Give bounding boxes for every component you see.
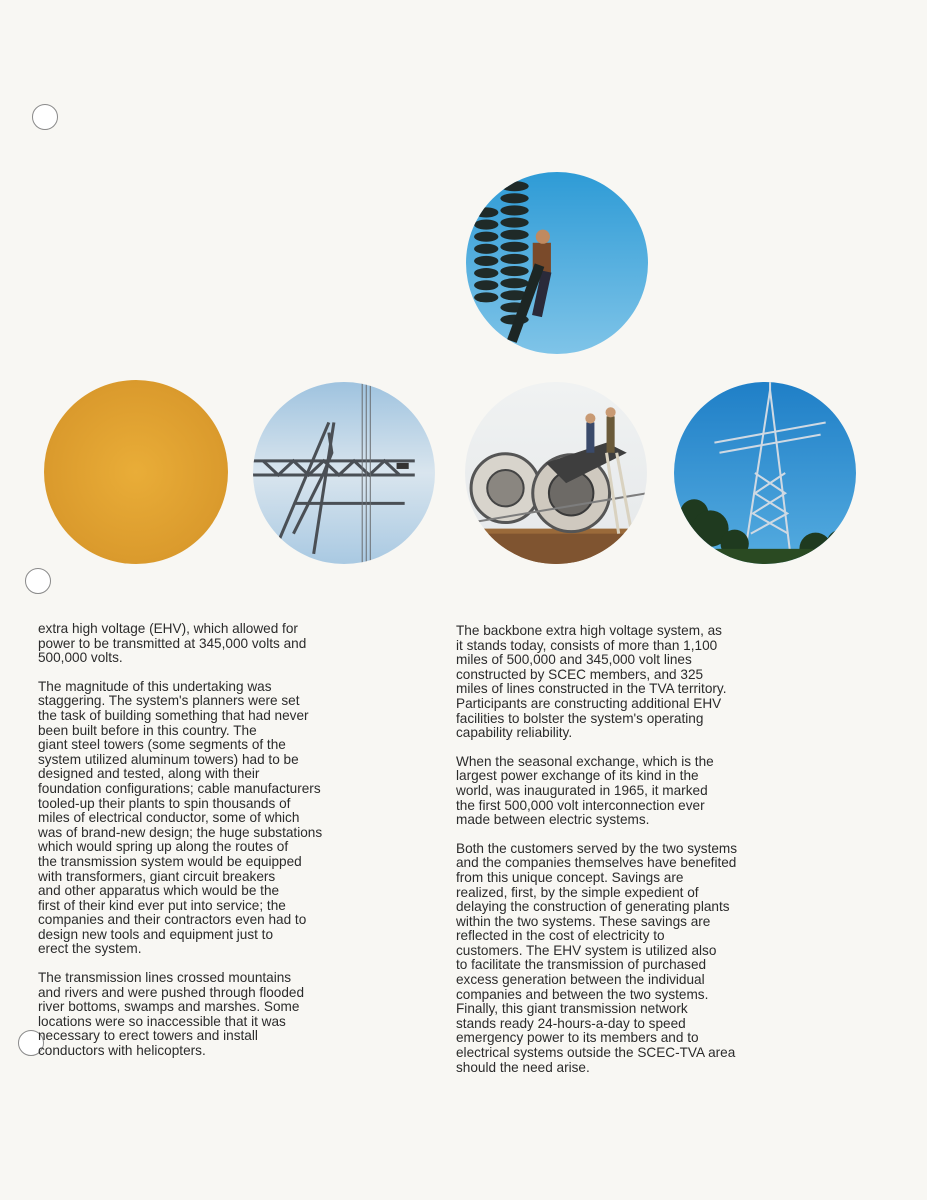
photo-tower-crossarm bbox=[253, 382, 435, 564]
photo-tower-forest bbox=[674, 382, 856, 564]
orange-circle-graphic bbox=[44, 380, 228, 564]
left-paragraph-1: extra high voltage (EHV), which allowed for power to be transmitted at 345,000 volts and 500,000 volts. bbox=[38, 621, 307, 666]
photo-insulator-lineman bbox=[466, 172, 648, 354]
right-paragraph-1: The backbone extra high voltage system, as it stands today, consists of more than 1,100 miles of 500,000 and 345,000 volt lines constructed by SCEC members, and 325 miles of lines constructed in the TVA territory. Participants are constructing additional EHV facilities to bolster the system's operating capability reliability. bbox=[456, 623, 727, 741]
right-paragraph-2: When the seasonal exchange, which is the largest power exchange of its kind in the world, was inaugurated in 1965, it marked the first 500,000 volt interconnection ever made between electric systems. bbox=[456, 753, 714, 828]
punch-hole-middle bbox=[25, 568, 51, 594]
left-paragraph-2: The magnitude of this undertaking was staggering. The system's planners were set the task of building something that had never been built before in this country. The giant steel towers (some segments of the system utilized aluminum towers) had to be designed and tested, along with their foundation configurations; cable manufacturers tooled-up their plants to spin thousands of miles of electrical conductor, some of which was of brand-new design; the huge substations which would spring up along the routes of the transmission system would be equipped with transformers, giant circuit breakers and other apparatus which would be the first of their kind ever put into service; the companies and their contractors even had to design new tools and equipment just to erect the system. bbox=[38, 678, 323, 957]
photo-cable-reel-workers bbox=[465, 382, 647, 564]
right-paragraph-3: Both the customers served by the two systems and the companies themselves have benefited from this unique concept. Savings are realized, first, by the simple expedient of delaying the construction of generating plants within the two systems. These savings are reflected in the cost of electricity to customers. The EHV system is utilized also to facilitate the transmission of purchased excess generation between the individual companies and between the two systems. Finally, this giant transmission network stands ready 24-hours-a-day to speed emergency power to its members and to electrical systems outside the SCEC-TVA area should the need arise. bbox=[456, 840, 738, 1075]
left-text-column bbox=[38, 622, 410, 1073]
left-paragraph-3: The transmission lines crossed mountains and rivers and were pushed through flooded river bottoms, swamps and marshes. Some locations were so inaccessible that it was necessary to erect towers and install conductors with helicopters. bbox=[38, 970, 305, 1059]
right-text-column bbox=[456, 624, 816, 1089]
punch-hole-top bbox=[32, 104, 58, 130]
